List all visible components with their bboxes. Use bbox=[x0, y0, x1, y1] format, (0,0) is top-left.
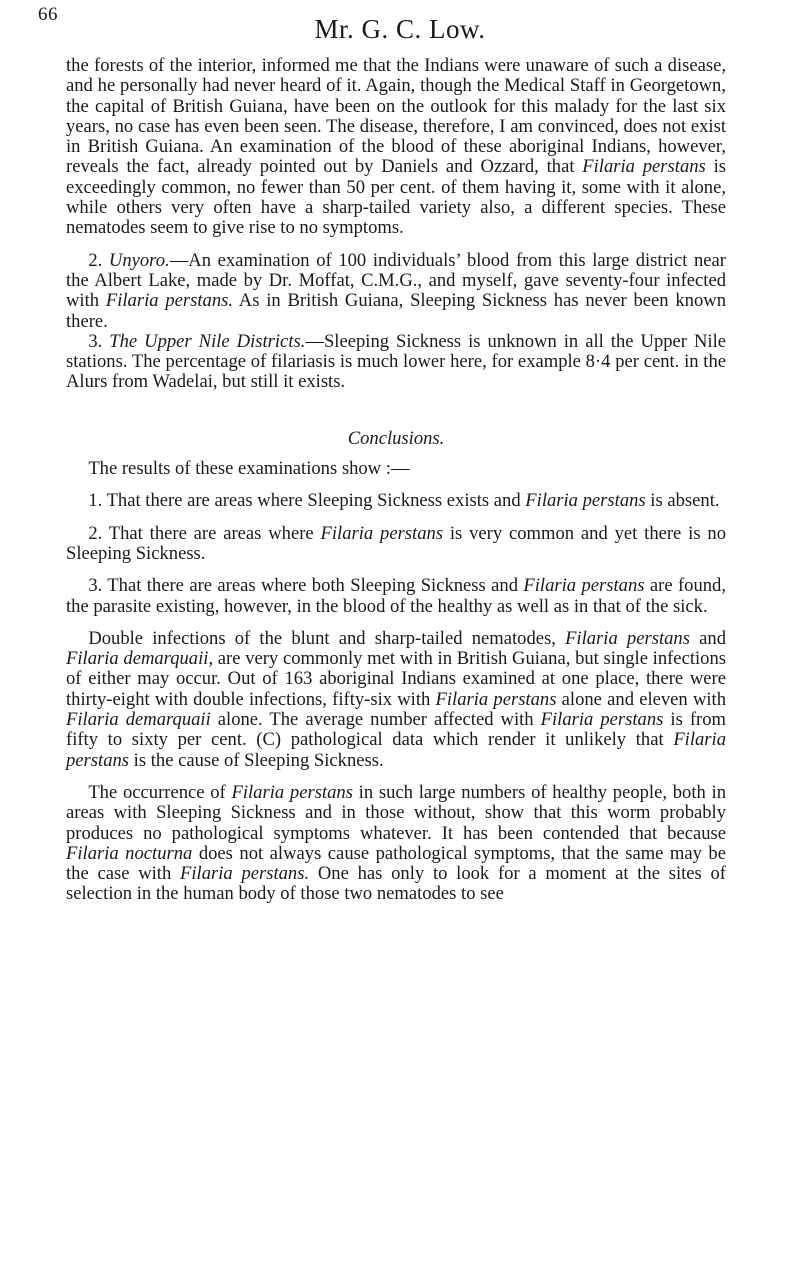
running-head: Mr. G. C. Low. bbox=[314, 14, 486, 44]
conclusions-intro: The results of these examinations show :— bbox=[88, 458, 410, 480]
conclusion-item-3: 3. That there are areas where both Sleeping Sickness and Filaria perstans are found, the parasite existing, however, in the blood of the healthy as well as in that of the sick. bbox=[66, 575, 726, 617]
paragraph-unyoro: 2. Unyoro.—An examination of 100 individuals’ blood from this large district near the Albert Lake, made by Dr. Moffat, C.M.G., and myself, gave seventy-four infected with Filaria perstans. As in British Guiana, Sleeping Sickness has never been known there. bbox=[66, 249, 727, 332]
conclusion-item-2: 2. That there are areas where Filaria perstans is very common and yet there is no Sleeping Sickness. bbox=[66, 522, 726, 564]
paragraph-occurrence: The occurrence of Filaria perstans in such large numbers of healthy people, both in areas with Sleeping Sickness and in those without, show that this worm probably produces no pathological symptoms whatever. It has been contended that because Filaria nocturna does not always cause pathological symptoms, that the same may be the case with Filaria perstans. One has only to look for a moment at the sites of selection in the human body of those two nematodes to see bbox=[66, 781, 727, 905]
page-number: 66 bbox=[38, 4, 58, 25]
article-body bbox=[66, 56, 726, 917]
paragraph-upper-nile: 3. The Upper Nile Districts.—Sleeping Sickness is unknown in all the Upper Nile stations. The percentage of filariasis is much lower here, for example 8·4 per cent. in the Alurs from Wadelai, but still it exists. bbox=[66, 330, 726, 393]
section-heading: Conclusions. bbox=[347, 427, 445, 449]
paragraph-double-infections: Double infections of the blunt and sharp-tailed nematodes, Filaria perstans and Filaria demarquaii, are very commonly met with in British Guiana, but single infections of either may occur. Out of 163 aboriginal Indians examined at one place, there were thirty-eight with double infections, fifty-six with Filaria perstans alone and eleven with Filaria demarquaii alone. The average number affected with Filaria perstans is from fifty to sixty per cent. (C) pathological data which render it unlikely that Filaria perstans is the cause of Sleeping Sickness. bbox=[66, 627, 726, 771]
conclusion-item-1: 1. That there are areas where Sleeping Sickness exists and Filaria perstans is absent. bbox=[88, 490, 720, 512]
paragraph-guiana: the forests of the interior, informed me that the Indians were unaware of such a disease, and he personally had never heard of it. Again, though the Medical Staff in Georgetown, the capital of British Guiana, have been on the outlook for this malady for the last six years, no case has even been seen. The disease, therefore, I am convinced, does not exist in British Guiana. An examination of the blood of these aboriginal Indians, however, reveals the fact, already pointed out by Daniels and Ozzard, that Filaria perstans is exceedingly common, no fewer than 50 per cent. of them having it, some with it alone, while others very often have a sharp-tailed variety also, a different species. These nematodes seem to give rise to no symptoms. bbox=[66, 55, 726, 239]
